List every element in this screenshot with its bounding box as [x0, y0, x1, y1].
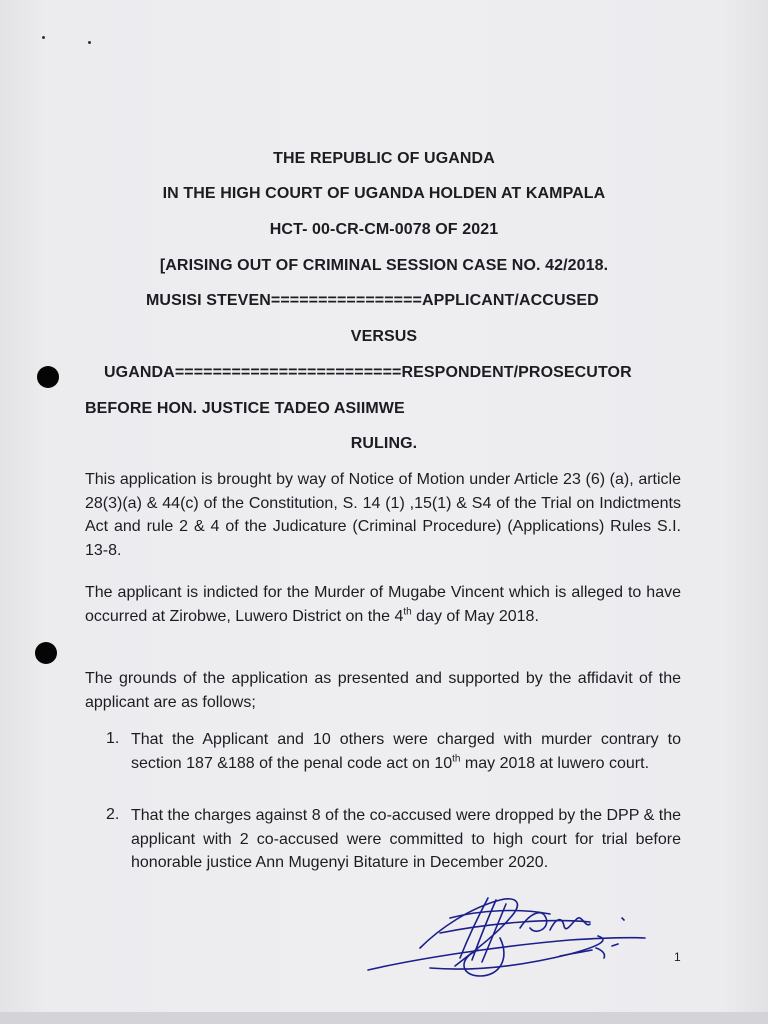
- scan-speck: [42, 36, 45, 39]
- ground-item: That the charges against 8 of the co-accused were dropped by the DPP & the applicant with 2 co-accused were committed to high court for trial before honorable justice Ann Mugenyi Bitature in December 2020.: [131, 807, 681, 871]
- paragraph-notice-of-motion: This application is brought by way of Notice of Motion under Article 23 (6) (a), article 28(3)(a) & 44(c) of the Constitution, S. 14 (1) ,15(1) & S4 of the Trial on Indictments Act and rule 2 & 4 of the Judicature (Criminal Procedure) (Applications) Rules S.I. 13-8.: [85, 471, 681, 559]
- case-number: HCT- 00-CR-CM-0078 OF 2021: [269, 221, 499, 238]
- ground-item-text-end: may 2018 at luwero court.: [460, 754, 650, 772]
- arising-from: [ARISING OUT OF CRIMINAL SESSION CASE NO. 42/2018.: [159, 257, 609, 274]
- versus-label: VERSUS: [350, 328, 418, 345]
- applicant-line: MUSISI STEVEN================APPLICANT/ACCUSED: [146, 292, 599, 309]
- paragraph-indictment-text: The applicant is indicted for the Murder of Mugabe Vincent which is alleged to have occurred at Zirobwe, Luwero District on the 4: [85, 584, 681, 625]
- ordinal-suffix: th: [452, 753, 461, 765]
- ground-item: [131, 728, 681, 775]
- ordinal-suffix: th: [403, 606, 412, 618]
- handwritten-signature: [360, 888, 660, 983]
- paragraph-grounds-intro: The grounds of the application as presented and supported by the affidavit of the applicant are as follows;: [85, 670, 681, 711]
- ground-number: 2.: [106, 806, 120, 823]
- punch-hole-bottom: [35, 642, 57, 664]
- respondent-line: UGANDA========================RESPONDENT/PROSECUTOR: [104, 364, 632, 381]
- paragraph-indictment-text-end: day of May 2018.: [411, 607, 539, 625]
- before-justice: BEFORE HON. JUSTICE TADEO ASIIMWE: [85, 400, 405, 417]
- ruling-heading: RULING.: [350, 435, 418, 452]
- court-heading: IN THE HIGH COURT OF UGANDA HOLDEN AT KAMPALA: [162, 185, 606, 202]
- republic-heading: THE REPUBLIC OF UGANDA: [273, 150, 495, 167]
- page-number: 1: [674, 950, 681, 964]
- punch-hole-top: [37, 366, 59, 388]
- page-bottom-edge: [0, 1012, 768, 1024]
- ground-item-text: That the Applicant and 10 others were charged with murder contrary to section 187 &188 of the penal code act on 10: [131, 731, 681, 772]
- paragraph-indictment: [85, 581, 681, 628]
- scan-speck: [88, 41, 91, 44]
- ground-number: 1.: [106, 730, 120, 747]
